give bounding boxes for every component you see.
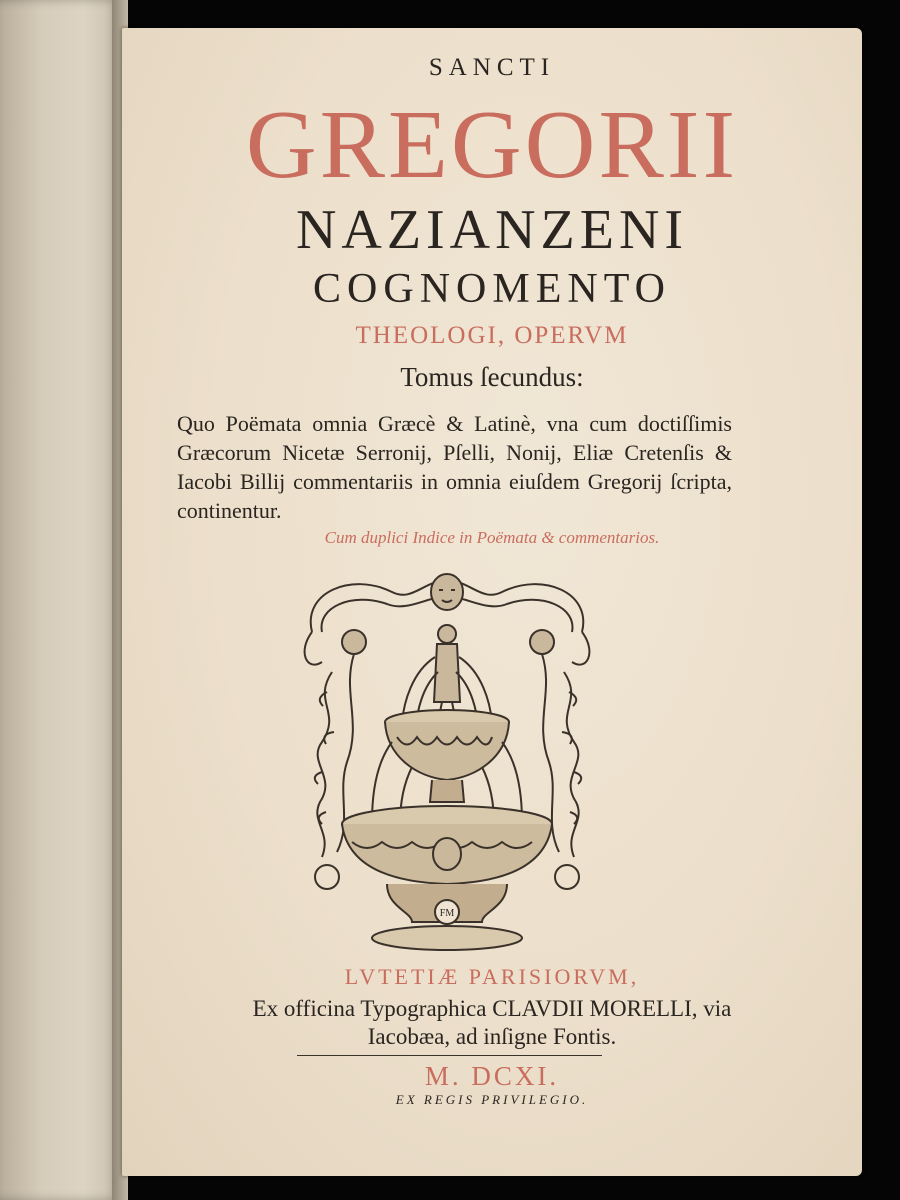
- imprint-place: LVTETIÆ PARISIORVM,: [344, 964, 640, 989]
- device-monogram: FM: [439, 908, 455, 919]
- left-page-edge: [0, 0, 120, 1200]
- imprint-privilege: EX REGIS PRIVILEGIO.: [395, 1092, 589, 1107]
- imprint-rule: [297, 1055, 602, 1056]
- title-description: Quo Poëmata omnia Græcè & Latinè, vna cum doctiſſimis Græcorum Nicetæ Serronij, Pſelli, Nonij, Eliæ Cretenſis & Iacobi Billij commentariis in omnia eiuſdem Gregorij ſcripta, continentur.: [177, 411, 732, 523]
- title-theologi-operum: THEOLOGI, OPERVM: [355, 322, 629, 349]
- fountain-printers-device: [292, 562, 602, 960]
- imprint-printer-line-1: Ex officina Typographica CLAVDII MORELLI, via: [252, 996, 732, 1021]
- imprint-printer-line-2: Iacobæa, ad inſigne Fontis.: [367, 1024, 617, 1049]
- title-gregorii: GREGORII: [245, 91, 739, 199]
- index-note: Cum duplici Indice in Poëmata & commentarios.: [324, 528, 660, 547]
- title-sancti: SANCTI: [428, 54, 556, 81]
- title-cognomento: COGNOMENTO: [313, 266, 671, 312]
- title-nazianzeni: NAZIANZENI: [295, 199, 689, 261]
- title-tomus-secundus: Tomus ſecundus:: [400, 362, 584, 392]
- title-page: [122, 28, 862, 1176]
- imprint-year: M. DCXI.: [424, 1061, 560, 1091]
